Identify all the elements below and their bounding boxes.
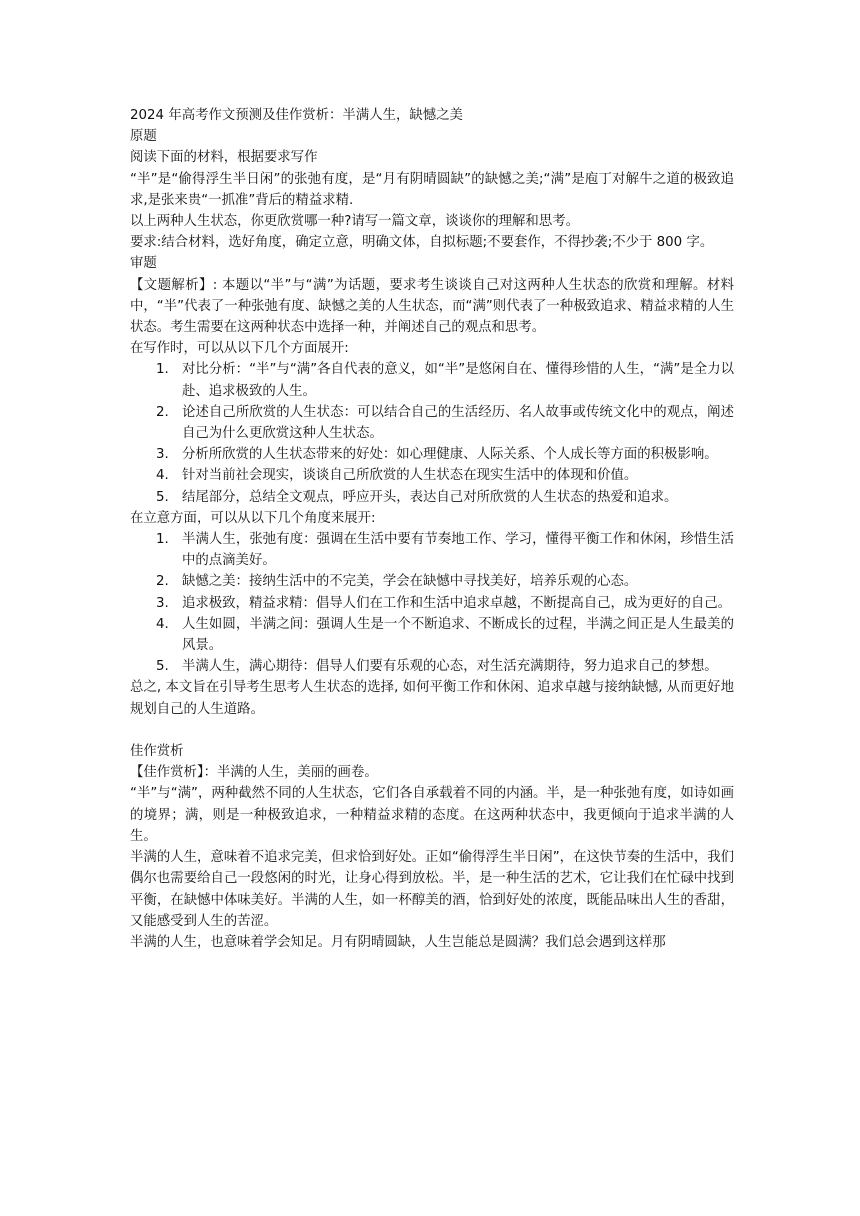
list-item-text: 人生如圆，半满之间：强调人生是一个不断追求、不断成长的过程，半满之间正是人生最美的风景。: [182, 616, 734, 654]
list-item-text: 针对当前社会现实，谈谈自己所欣赏的人生状态在现实生活中的体现和价值。: [182, 468, 638, 484]
list-item-text: 缺憾之美：接纳生活中的不完美，学会在缺憾中寻找美好，培养乐观的心态。: [182, 574, 638, 590]
material-text: “半”是“偷得浮生半日闲”的张弛有度，是“月有阴晴圆缺”的缺憾之美;“满”是庖丁对解牛之道的极致追求,是张来贵“一抓准”背后的精益求精.: [130, 171, 734, 208]
essay-title: 【佳作赏析】：半满的人生，美丽的画卷。: [130, 765, 378, 781]
list-item-number: 3.: [156, 595, 169, 611]
section-heading-essay: 佳作赏析: [130, 744, 184, 760]
list-item: [130, 593, 734, 614]
list-item-text: 论述自己所欣赏的人生状态：可以结合自己的生活经历、名人故事或传统文化中的观点，阐述自己为什么更欣赏这种人生状态。: [182, 404, 734, 442]
list-item: [130, 656, 734, 677]
list-item-text: 追求极致，精益求精：倡导人们在工作和生活中追求卓越，不断提高自己，成为更好的自己。: [182, 595, 732, 611]
section-heading-original: 原题: [130, 129, 157, 145]
list-item-text: 半满人生，张弛有度：强调在生活中要有节奏地工作、学习，懂得平衡工作和休闲，珍惜生活中的点滴美好。: [182, 532, 734, 569]
essay-paragraph: 半满的人生，意味着不追求完美，但求恰到好处。正如“偷得浮生半日闲”，在这快节奏的生活中，我们偶尔也需要给自己一段悠闲的时光，让身心得到放松。半，是一种生活的艺术，它让我们在忙碌中找到平衡，在缺憾中体味美好。半满的人生，如一杯醇美的酒，恰到好处的浓度，既能品味出人生的香甜，又能感受到人生的苦涩。: [130, 850, 734, 929]
list-item-number: 1.: [156, 532, 169, 548]
list-item-number: 5.: [156, 659, 169, 675]
list-item-number: 4.: [156, 468, 169, 484]
requirement-text: 要求:结合材料，选好角度，确定立意，明确文体，自拟标题;不要套作，不得抄袭;不少于 800 字。: [130, 235, 714, 251]
analysis-text: 【文题解析】: 本题以“半”与“满”为话题，要求考生谈谈自己对这两种人生状态的欣赏和理解。材料中，“半”代表了一种张弛有度、缺憾之美的人生状态，而“满”则代表了一种极致追求、精益求精的人生状态。考生需要在这两种状态中选择一种，并阐述自己的观点和思考。: [130, 277, 734, 336]
document-title: 2024 年高考作文预测及佳作赏析：半满人生，缺憾之美: [130, 108, 463, 123]
list-item-number: 2.: [156, 574, 169, 590]
list-item: [130, 487, 734, 508]
list-item: [130, 614, 734, 656]
writing-intro: 在写作时，可以从以下几个方面展开:: [130, 341, 349, 357]
list-item: [130, 571, 734, 592]
summary-text: 总之, 本文旨在引导考生思考人生状态的选择, 如何平衡工作和休闲、追求卓越与接纳缺憾, 从而更好地规划自己的人生道路。: [130, 680, 734, 717]
document-page: [130, 105, 734, 953]
list-item-number: 5.: [156, 489, 169, 505]
essay-paragraph: 半满的人生，也意味着学会知足。月有阴晴圆缺，人生岂能总是圆满？我们总会遇到这样那: [130, 934, 666, 950]
writing-points-list: [130, 359, 734, 507]
angle-points-list: [130, 529, 734, 677]
list-item: [130, 444, 734, 465]
blank-line: [130, 720, 734, 741]
list-item-number: 1.: [156, 362, 169, 378]
list-item: [130, 359, 734, 401]
essay-paragraph: “半”与“满”，两种截然不同的人生状态，它们各自承载着不同的内涵。半，是一种张弛有度，如诗如画的境界；满，则是一种极致追求，一种精益求精的态度。在这两种状态中，我更倾向于追求半满的人生。: [130, 786, 734, 844]
list-item-number: 4.: [156, 616, 169, 632]
list-item-number: 2.: [156, 404, 169, 420]
list-item-text: 结尾部分，总结全文观点，呼应开头，表达自己对所欣赏的人生状态的热爱和追求。: [182, 489, 678, 505]
list-item-number: 3.: [156, 447, 169, 463]
list-item-text: 对比分析：“半”与“满”各自代表的意义，如“半”是悠闲自在、懂得珍惜的人生，“满”是全力以赴、追求极致的人生。: [182, 362, 734, 399]
instruction-text: 阅读下面的材料，根据要求写作: [130, 150, 318, 166]
list-item-text: 分析所欣赏的人生状态带来的好处：如心理健康、人际关系、个人成长等方面的积极影响。: [182, 447, 718, 463]
list-item: [130, 465, 734, 486]
section-heading-review: 审题: [130, 256, 157, 272]
angle-intro: 在立意方面，可以从以下几个角度来展开:: [130, 510, 376, 526]
question-text: 以上两种人生状态，你更欣赏哪一种?请写一篇文章，谈谈你的理解和思考。: [130, 214, 579, 230]
list-item-text: 半满人生，满心期待：倡导人们要有乐观的心态，对生活充满期待，努力追求自己的梦想。: [182, 659, 718, 675]
list-item: [130, 402, 734, 444]
list-item: [130, 529, 734, 571]
